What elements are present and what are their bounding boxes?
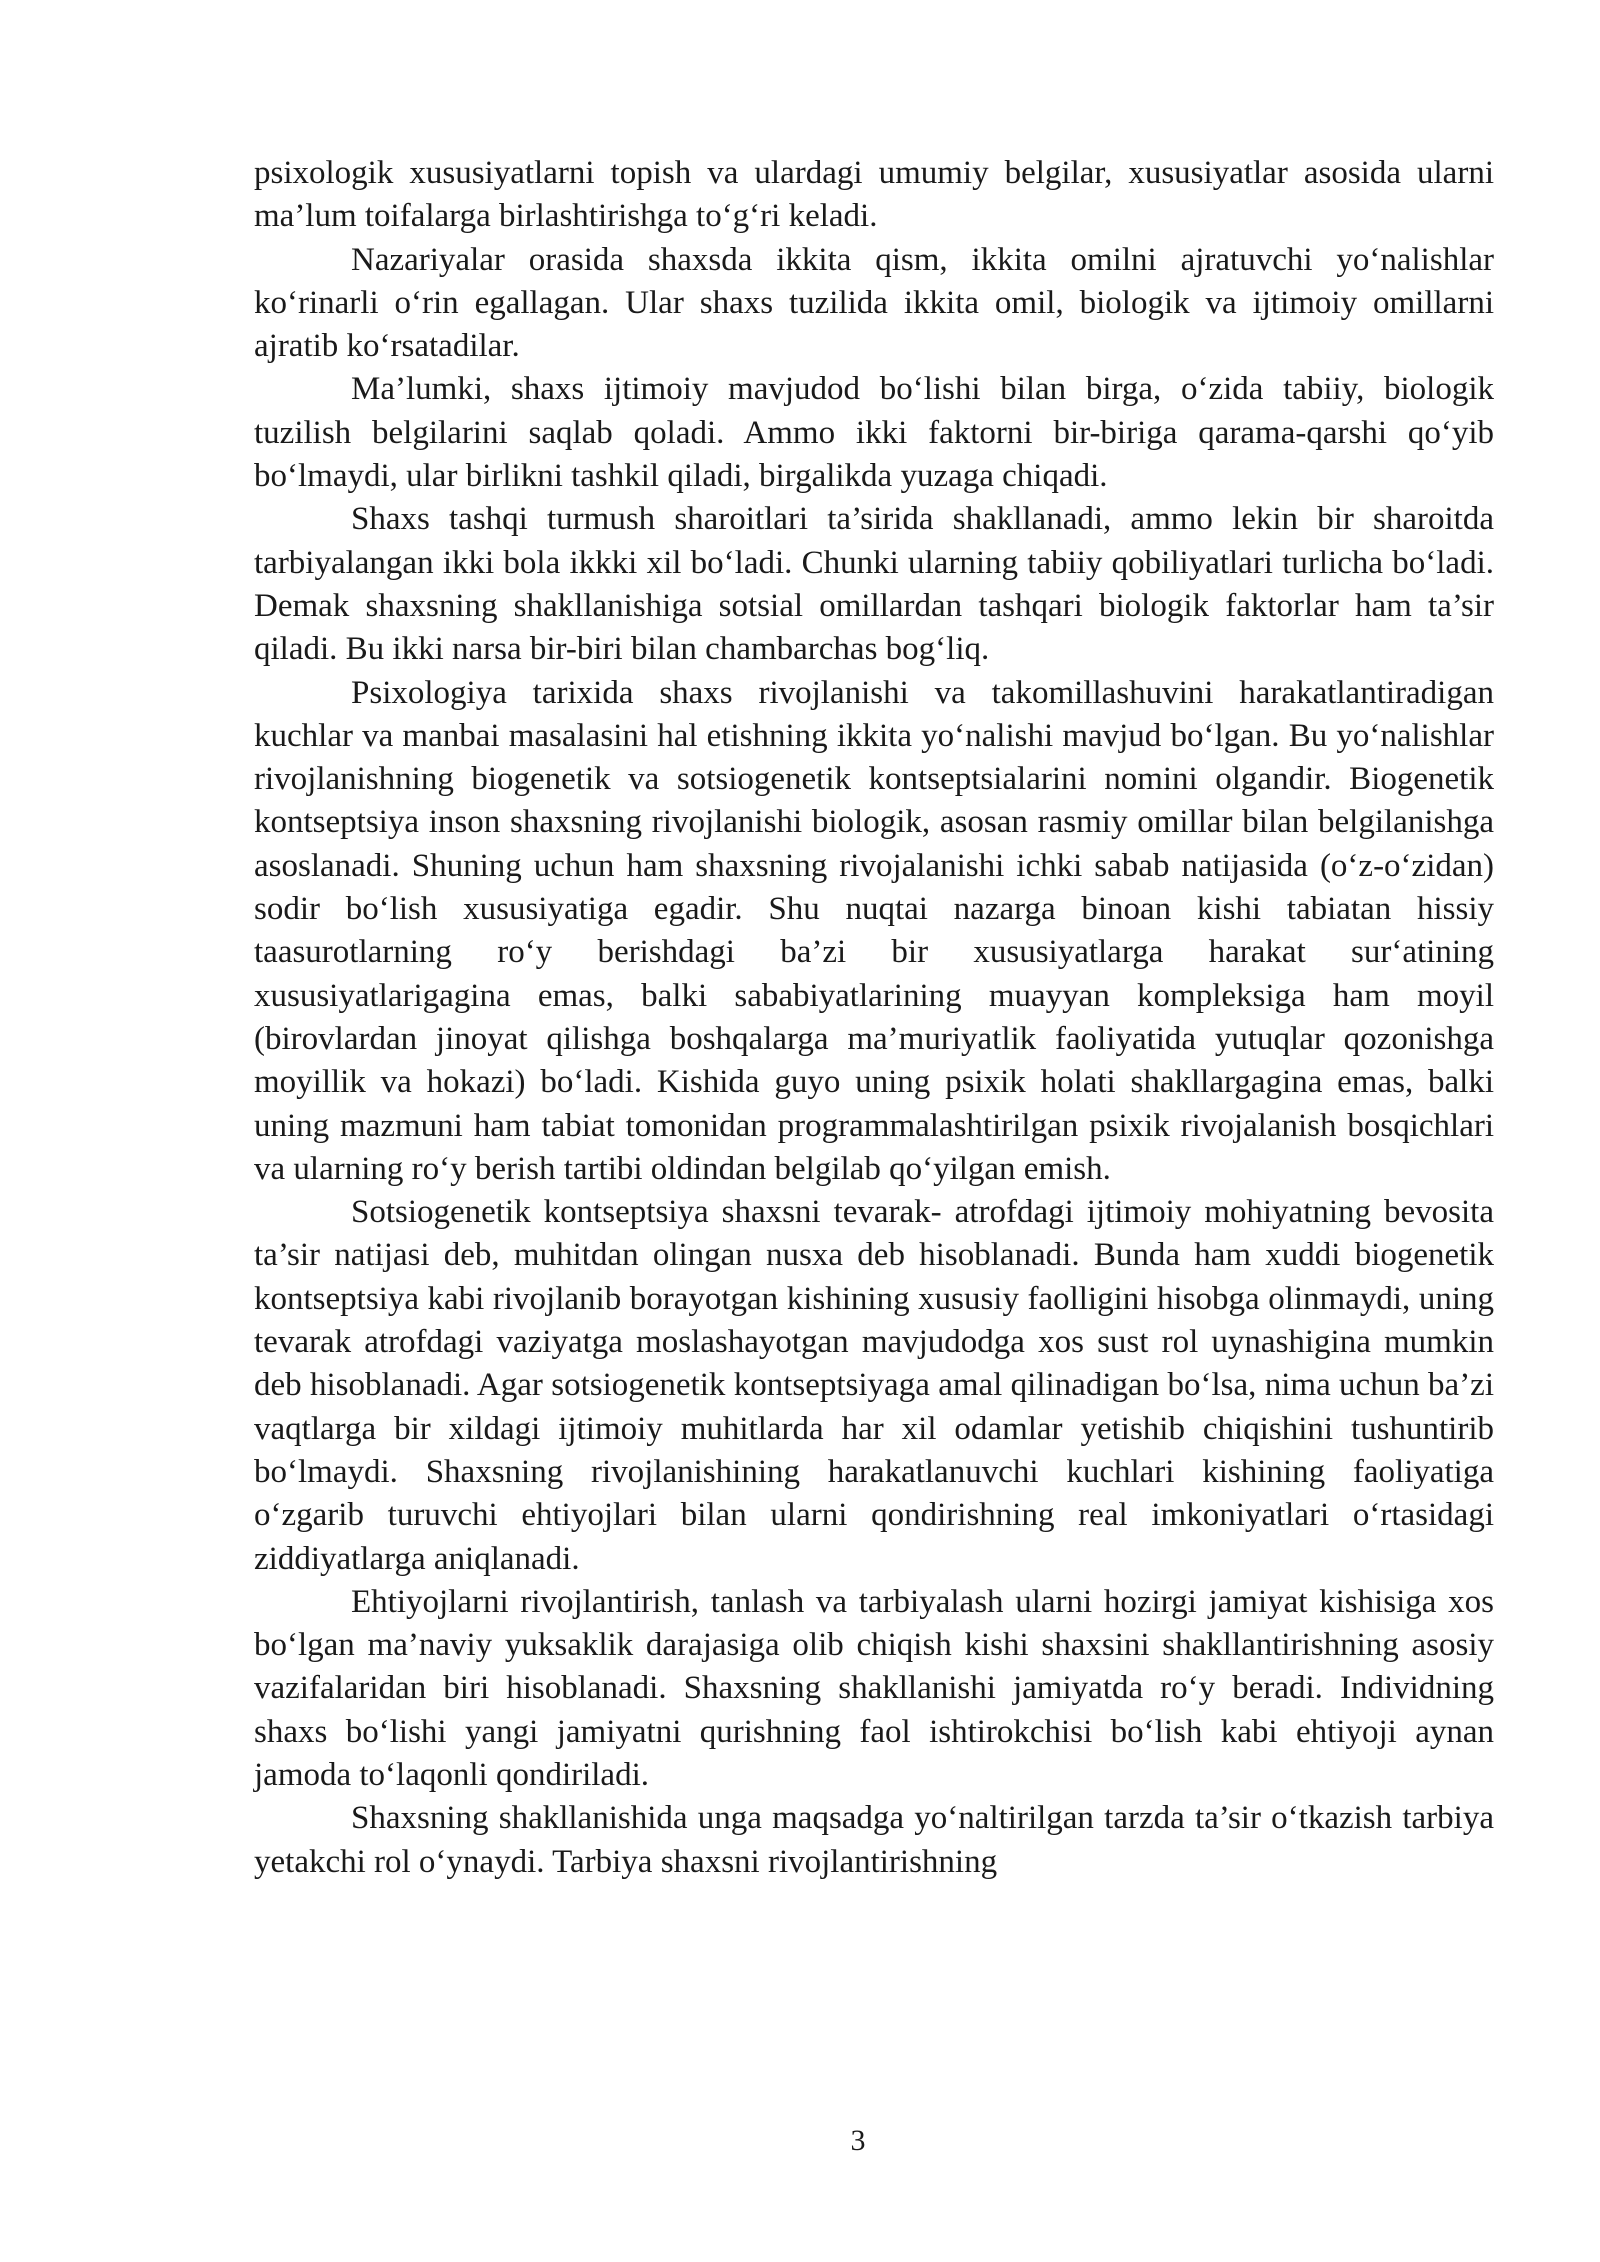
paragraph-5: Psixologiya tarixida shaxs rivojlanishi va takomillashuvini harakatlantiradigan kuchlar va manbai masalasini hal etishning ikkita yo‘nalishi mavjud bo‘lgan. Bu yo‘nalishlar rivojlanishning biogenetik va sotsiogenetik kontseptsialarini nomini olgandir. Biogenetik kontseptsiya inson shaxsning rivojlanishi biologik, asosan rasmiy omillar bilan belgilanishga asoslanadi. Shuning uchun ham shaxsning rivojalanishi ichki sabab natijasida (o‘z-o‘zidan) sodir bo‘lish xususiyatiga egadir. Shu nuqtai nazarga binoan kishi tabiatan hissiy taasurotlarning ro‘y berishdagi ba’zi bir xususiyatlarga harakat sur‘atining xususiyatlarigagina emas, balki sababiyatlarining muayyan kompleksiga ham moyil (birovlardan jinoyat qilishga boshqalarga ma’muriyatlik faoliyatida yutuqlar qozonishga moyillik va hokazi) bo‘ladi. Kishida guyo uning psixik holati shakllargagina emas, balki uning mazmuni ham tabiat tomonidan programmalashtirilgan psixik rivojalanish bosqichlari va ularning ro‘y berish tartibi oldindan belgilab qo‘yilgan emish.	[254, 674, 1494, 1187]
paragraph-7: Ehtiyojlarni rivojlantirish, tanlash va tarbiyalash ularni hozirgi jamiyat kishisiga xos bo‘lgan ma’naviy yuksaklik darajasiga olib chiqish kishi shaxsini shakllantirishning asosiy vazifalaridan biri hisoblanadi. Shaxsning shakllanishi jamiyatda ro‘y beradi. Individning shaxs bo‘lishi yangi jamiyatni qurishning faol ishtirokchisi bo‘lish kabi ehtiyoji aynan jamoda to‘laqonli qondiriladi.	[254, 1583, 1494, 1793]
page-number: 3	[850, 2124, 866, 2157]
paragraph-3: Ma’lumki, shaxs ijtimoiy mavjudod bo‘lishi bilan birga, o‘zida tabiiy, biologik tuzilish belgilarini saqlab qoladi. Ammo ikki faktorni bir-biriga qarama-qarshi qo‘yib bo‘lmaydi, ular birlikni tashkil qiladi, birgalikda yuzaga chiqadi.	[254, 371, 1494, 495]
paragraph-6: Sotsiogenetik kontseptsiya shaxsni tevarak- atrofdagi ijtimoiy mohiyatning bevosita ta’sir natijasi deb, muhitdan olingan nusxa deb hisoblanadi. Bunda ham xuddi biogenetik kontseptsiya kabi rivojlanib borayotgan kishining xususiy faolligini hisobga olinmaydi, uning tevarak atrofdagi vaziyatga moslashayotgan mavjudodga xos sust rol uynashigina mumkin deb hisoblanadi. Agar sotsiogenetik kontseptsiyaga amal qilinadigan bo‘lsa, nima uchun ba’zi vaqtlarga bir xildagi ijtimoiy muhitlarda har xil odamlar yetishib chiqishini tushuntirib bo‘lmaydi. Shaxsning rivojlanishining harakatlanuvchi kuchlari kishining faoliyatiga o‘zgarib turuvchi ehtiyojlari bilan ularni qondirishning real imkoniyatlari o‘rtasidagi ziddiyatlarga aniqlanadi.	[254, 1194, 1494, 1577]
body-text	[254, 152, 1494, 1884]
paragraph-4: Shaxs tashqi turmush sharoitlari ta’sirida shakllanadi, ammo lekin bir sharoitda tarbiyalangan ikki bola ikkki xil bo‘ladi. Chunki ularning tabiiy qobiliyatlari turlicha bo‘ladi. Demak shaxsning shakllanishiga sotsial omillardan tashqari biologik faktorlar ham ta’sir qiladi. Bu ikki narsa bir-biri bilan chambarchas bog‘liq.	[254, 501, 1494, 668]
paragraph-2: Nazariyalar orasida shaxsda ikkita qism, ikkita omilni ajratuvchi yo‘nalishlar ko‘rinarli o‘rin egallagan. Ular shaxs tuzilida ikkita omil, biologik va ijtimoiy omillarni ajratib ko‘rsatadilar.	[254, 241, 1494, 365]
paragraph-1: psixologik xususiyatlarni topish va ulardagi umumiy belgilar, xususiyatlar asosida ularni ma’lum toifalarga birlashtirishga to‘g‘ri keladi.	[254, 155, 1494, 235]
paragraph-8: Shaxsning shakllanishida unga maqsadga yo‘naltirilgan tarzda ta’sir o‘tkazish tarbiya yetakchi rol o‘ynaydi. Tarbiya shaxsni rivojlantirishning	[254, 1800, 1494, 1880]
